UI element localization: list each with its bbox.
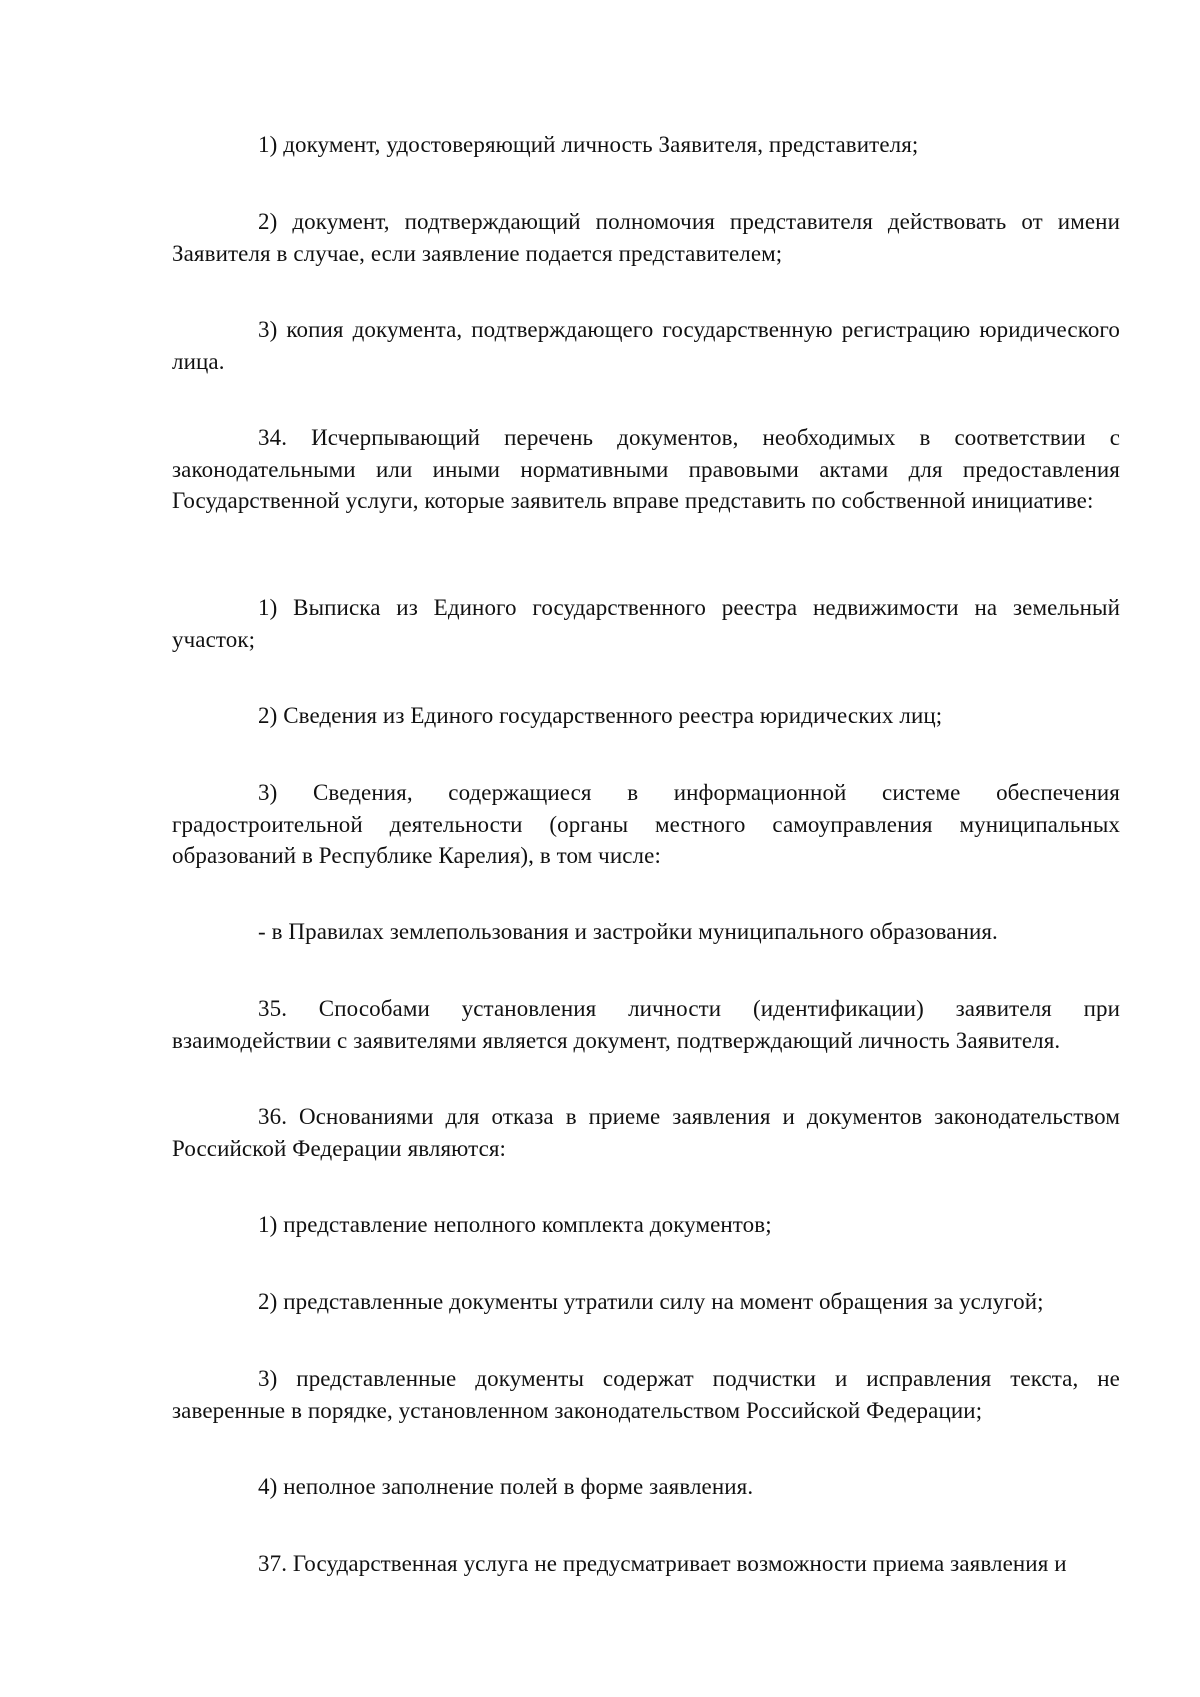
paragraph-clause-34: 34. Исчерпывающий перечень документов, необходимых в соответствии с законодательными или иными нормативными правовыми актами для предоставления Государственной услуги, которые заявитель вправе представить по собственной инициативе:: [172, 425, 1120, 513]
paragraph-clause-36: 36. Основаниями для отказа в приеме заявления и документов законодательством Российской Федерации являются:: [172, 1104, 1120, 1161]
paragraph-refusal-incomplete-form: 4) неполное заполнение полей в форме заявления.: [258, 1474, 754, 1499]
paragraph-refusal-expired-docs: 2) представленные документы утратили силу на момент обращения за услугой;: [258, 1289, 1044, 1314]
paragraph-urban-planning-info: 3) Сведения, содержащиеся в информационной системе обеспечения градостроительной деятельности (органы местного самоуправления муниципальных образований в Республике Карелия), в том числе:: [172, 780, 1120, 868]
paragraph-refusal-incomplete-set: 1) представление неполного комплекта документов;: [258, 1212, 772, 1237]
paragraph-land-use-rules: - в Правилах землепользования и застройки муниципального образования.: [258, 919, 998, 944]
paragraph-clause-37: 37. Государственная услуга не предусматривает возможности приема заявления и: [258, 1551, 1067, 1576]
paragraph-clause-35: 35. Способами установления личности (идентификации) заявителя при взаимодействии с заявителями является документ, подтверждающий личность Заявителя.: [172, 996, 1120, 1053]
paragraph-doc-registration-copy: 3) копия документа, подтверждающего государственную регистрацию юридического лица.: [172, 317, 1120, 374]
paragraph-doc-authority: 2) документ, подтверждающий полномочия представителя действовать от имени Заявителя в случае, если заявление подается представителем;: [172, 209, 1120, 266]
paragraph-egrn-extract: 1) Выписка из Единого государственного реестра недвижимости на земельный участок;: [172, 595, 1120, 652]
paragraph-doc-identity: 1) документ, удостоверяющий личность Заявителя, представителя;: [258, 132, 919, 157]
paragraph-refusal-corrections: 3) представленные документы содержат подчистки и исправления текста, не заверенные в порядке, установленном законодательством Российской Федерации;: [172, 1366, 1120, 1423]
paragraph-egrul-info: 2) Сведения из Единого государственного реестра юридических лиц;: [258, 703, 943, 728]
